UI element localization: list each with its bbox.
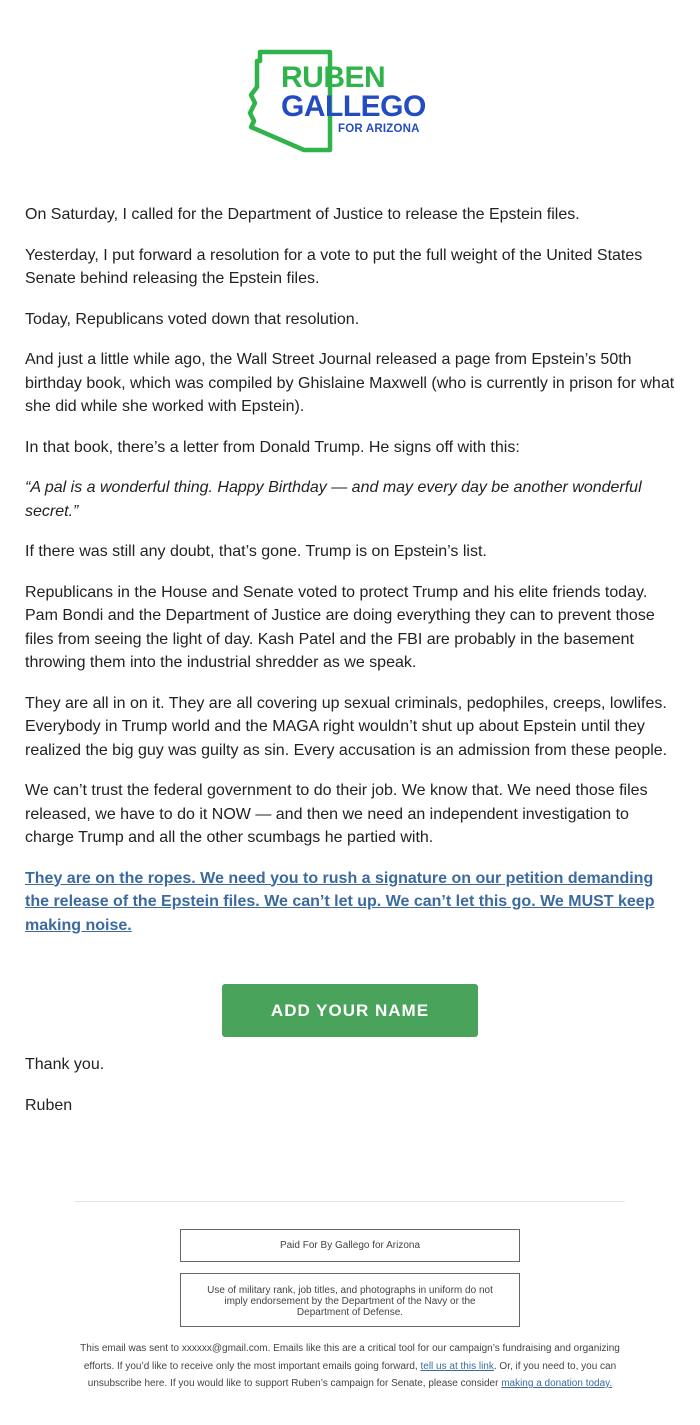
tell-us-link[interactable]: tell us at this link <box>420 1360 494 1372</box>
disclaimer-box <box>180 1273 520 1327</box>
paragraph: Today, Republicans voted down that resolution. <box>25 310 360 328</box>
paragraph: They are all in on it. They are all covering up sexual criminals, pedophiles, creeps, lowlifes. Everybody in Trump world and the MAGA right wouldn’t shut up about Epstein until they realized the big guy was guilty as sin. Every accusation is an admission from these people. <box>25 694 668 759</box>
add-your-name-button[interactable]: ADD YOUR NAME <box>222 984 478 1037</box>
footer-text: This email was sent to xxxxxx@gmail.com. Emails like this are a critical tool for our campaign’s fundraising and organizing efforts. If you’d like to receive only the most important emails going forward, tell us at this link. Or, if you need to, you can unsubscribe here. If you would like to support Ruben’s campaign for Senate, please consider making a donation today. <box>80 1343 620 1389</box>
paragraph: Yesterday, I put forward a resolution for a vote to put the full weight of the United States Senate behind releasing the Epstein files. <box>25 246 643 287</box>
paragraph: In that book, there’s a letter from Donald Trump. He signs off with this: <box>25 438 520 456</box>
thanks-text: Thank you. <box>25 1056 105 1073</box>
email-body <box>25 203 680 954</box>
paragraph: And just a little while ago, the Wall Street Journal released a page from Epstein’s 50th birthday book, which was compiled by Ghislaine Maxwell (who is currently in prison for what she did while she worked with Epstein). <box>25 351 675 415</box>
paid-for-text: Paid For By Gallego for Arizona <box>279 1240 421 1251</box>
paragraph: We can’t trust the federal government to do their job. We know that. We need those files released, we have to do it NOW — and then we need an independent investigation to charge Trump and all the other scumbags he partied with. <box>25 782 648 846</box>
paragraph: Republicans in the House and Senate voted to protect Trump and his elite friends today. Pam Bondi and the Department of Justice are doing everything they can to prevent those files from seeing the light of day. Kash Patel and the FBI are probably in the basement throwing them into the industrial shredder as we speak. <box>25 583 655 671</box>
footer-divider <box>75 1201 625 1202</box>
logo-tagline: FOR ARIZONA <box>338 123 420 135</box>
logo-name-last: GALLEGO <box>281 90 426 123</box>
paid-for-box <box>180 1229 520 1262</box>
paragraph: If there was still any doubt, that’s gone. Trump is on Epstein’s list. <box>25 543 487 560</box>
campaign-logo <box>246 49 446 153</box>
petition-link[interactable]: They are on the ropes. We need you to rush a signature on our petition demanding the release of the Epstein files. We can’t let up. We can’t let this go. We MUST keep making noise. <box>25 869 655 934</box>
quote-paragraph: “A pal is a wonderful thing. Happy Birthday — and may every day be another wonderful secret.” <box>25 479 642 520</box>
logo-name-first: RUBEN <box>281 61 386 94</box>
disclaimer-text: Use of military rank, job titles, and photographs in uniform do not imply endorsement by the Department of the Navy or the Department of Defense. <box>207 1285 493 1318</box>
signature: Ruben <box>25 1097 73 1114</box>
recipient-email: xxxxxx@gmail.com <box>181 1343 268 1354</box>
paragraph: On Saturday, I called for the Department of Justice to release the Epstein files. <box>25 206 580 223</box>
donate-link[interactable]: making a donation today. <box>501 1378 613 1389</box>
